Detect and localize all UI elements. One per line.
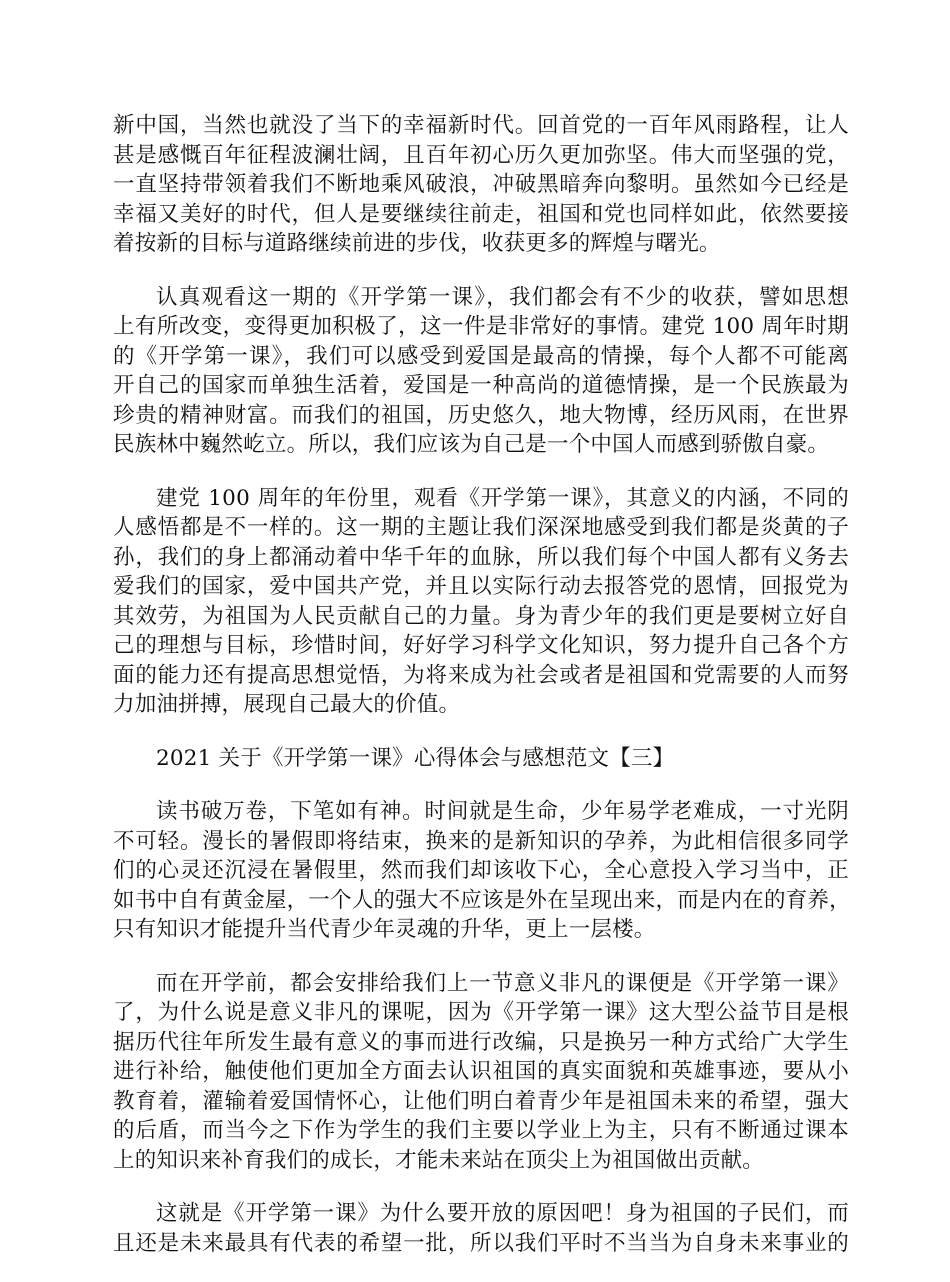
text-line: 认真观看这一期的《开学第一课》，我们都会有不少的收获，譬如思想 (156, 284, 849, 310)
text-line: 孙，我们的身上都涌动着中华千年的血脉，所以我们每个中国人都有义务去 (113, 544, 849, 570)
text-line: 教育着，灌输着爱国情怀心，让他们明白着青少年是祖国未来的希望，强大 (113, 1088, 849, 1114)
section-heading (113, 744, 849, 774)
text-line: 己的理想与目标，珍惜时间，好好学习科学文化知识，努力提升自己各个方 (113, 633, 849, 658)
text-line: 民族林中巍然屹立。所以，我们应该为自己是一个中国人而感到骄傲自豪。 (113, 432, 830, 457)
text-line: 且还是未来最具有代表的希望一批，所以我们平时不当当为自身未来事业的 (113, 1230, 849, 1256)
text-line: 们的心灵还沉浸在暑假里，然而我们却该收下心，全心意投入学习当中，正 (113, 858, 849, 883)
section-heading-text: 2021 关于《开学第一课》心得体会与感想范文【三】 (156, 745, 675, 771)
text-line: 着按新的目标与道路继续前进的步伐，收获更多的辉煌与曙光。 (113, 231, 721, 256)
text-line: 开自己的国家而单独生活着，爱国是一种高尚的道德情操，是一个民族最为 (113, 373, 849, 398)
text-line: 建党 100 周年的年份里，观看《开学第一课》，其意义的内涵，不同的 (156, 485, 849, 511)
text-line: 甚是感慨百年征程波澜壮阔，且百年初心历久更加弥坚。伟大而坚强的党， (113, 142, 849, 168)
text-line: 人感悟都是不一样的。这一期的主题让我们深深地感受到我们都是炎黄的子 (113, 515, 849, 540)
text-line: 的后盾，而当今之下作为学生的我们主要以学业上为主，只有不断通过课本 (113, 1118, 849, 1143)
text-line: 力加油拼搏，展现自己最大的价值。 (113, 692, 461, 717)
text-line: 面的能力还有提高思想觉悟，为将来成为社会或者是祖国和党需要的人而努 (113, 662, 849, 688)
text-line: 只有知识才能提升当代青少年灵魂的升华，更上一层楼。 (113, 917, 656, 942)
text-line: 上的知识来补育我们的成长，才能未来站在顶尖上为祖国做出贡献。 (113, 1147, 765, 1173)
document-body (113, 111, 849, 1282)
text-line: 如书中自有黄金屋，一个人的强大不应该是外在呈现出来，而是内在的育养， (113, 887, 851, 913)
text-line: 读书破万卷，下笔如有神。时间就是生命，少年易学老难成，一寸光阴 (156, 799, 849, 824)
text-line: 爱我们的国家，爱中国共产党，并且以实际行动去报答党的恩情，回报党为 (113, 574, 849, 599)
text-line: 其效劳，为祖国为人民贡献自己的力量。身为青少年的我们更是要树立好自 (113, 603, 849, 629)
paragraph-1 (113, 111, 849, 259)
text-line: 这就是《开学第一课》为什么要开放的原因吧！身为祖国的子民们，而 (156, 1201, 849, 1226)
text-line: 珍贵的精神财富。而我们的祖国，历史悠久，地大物博，经历风雨，在世界 (113, 402, 849, 428)
text-line: 进行补给，触使他们更加全方面去认识祖国的真实面貌和英雄事迹，要从小 (113, 1059, 849, 1084)
text-line: 不可轻。漫长的暑假即将结束，换来的是新知识的孕养，为此相信很多同学 (113, 828, 849, 854)
paragraph-5 (113, 969, 849, 1176)
text-line: 而在开学前，都会安排给我们上一节意义非凡的课便是《开学第一课》 (156, 970, 849, 996)
paragraph-2 (113, 283, 849, 460)
text-line: 的《开学第一课》，我们可以感受到爱国是最高的情操，每个人都不可能离 (113, 343, 849, 369)
text-line: 据历代往年所发生最有意义的事而进行改编，只是换另一种方式给广大学生 (113, 1029, 849, 1055)
paragraph-3 (113, 484, 849, 720)
text-line: 了，为什么说是意义非凡的课呢，因为《开学第一课》这大型公益节目是根 (113, 1000, 849, 1025)
text-line: 幸福又美好的时代，但人是要继续往前走，祖国和党也同样如此，依然要接 (113, 201, 849, 227)
text-line: 一直坚持带领着我们不断地乘风破浪，冲破黑暗奔向黎明。虽然如今已经是 (113, 172, 849, 197)
text-line: 上有所改变，变得更加积极了，这一件是非常好的事情。建党 100 周年时期 (113, 314, 849, 339)
paragraph-6 (113, 1199, 849, 1258)
paragraph-4 (113, 797, 849, 945)
text-line: 新中国，当然也就没了当下的幸福新时代。回首党的一百年风雨路程，让人 (113, 113, 849, 138)
